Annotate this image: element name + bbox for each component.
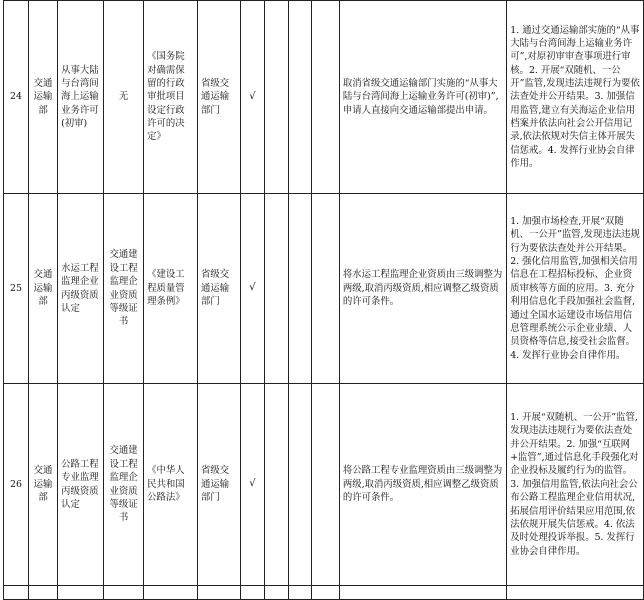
empty-cell — [265, 194, 289, 384]
checkmark-cell: √ — [240, 194, 264, 384]
empty-cell — [312, 194, 339, 384]
legal-basis-cell: 《建设工程质量管理条例》 — [144, 194, 198, 384]
approval-items-table — [3, 0, 644, 600]
empty-cell — [312, 384, 339, 586]
item-name-cell: 从事大陆与台湾间海上运输业务许可(初审) — [58, 1, 104, 194]
department-cell: 交通运输部 — [29, 384, 58, 586]
empty-cell — [312, 1, 339, 194]
implementing-body-cell: 省级交通运输部门 — [197, 384, 240, 586]
empty-cell — [288, 194, 312, 384]
checkmark-cell: √ — [240, 384, 264, 586]
legal-basis-cell: 《中华人民共和国公路法》 — [144, 384, 198, 586]
department-cell: 交通运输部 — [29, 194, 58, 384]
empty-cell — [144, 586, 198, 600]
table-row — [4, 1, 644, 194]
sub-item-cell: 交通建设工程监理企业资质等级证书 — [104, 194, 144, 384]
implementing-body-cell: 省级交通运输部门 — [197, 1, 240, 194]
empty-cell — [29, 586, 58, 600]
empty-cell — [104, 586, 144, 600]
table-row-partial — [4, 586, 644, 600]
empty-cell — [265, 1, 289, 194]
row-number-cell: 26 — [4, 384, 29, 586]
empty-cell — [265, 384, 289, 586]
empty-cell — [288, 586, 312, 600]
item-name-cell: 公路工程专业监理丙级资质认定 — [58, 384, 104, 586]
empty-cell — [58, 586, 104, 600]
sub-item-cell: 交通建设工程监理企业资质等级证书 — [104, 384, 144, 586]
table-row — [4, 194, 644, 384]
sub-item-cell: 无 — [104, 1, 144, 194]
reform-plan-cell: 将水运工程监理企业资质由三级调整为两级,取消丙级资质,相应调整乙级资质的许可条件。 — [339, 194, 506, 384]
empty-cell — [288, 1, 312, 194]
regulatory-measures-cell: 1. 加强市场检查,开展“双随机、一公开”监管,发现违法违规行为要依法查处并公开结果。2. 强化信用监管,加强相关信用信息在工程招标投标、企业资质审核等方面的应用。3. 充分利用信息化手段加强社会监督,通过全国水运建设市场信用信息管理系统公示企业业绩、人员资格等信息,接受社会监督。4. 发挥行业协会自律作用。 — [507, 194, 644, 384]
table-row — [4, 384, 644, 586]
reform-plan-cell: 取消省级交通运输部门实施的“从事大陆与台湾间海上运输业务许可(初审)”,申请人直接向交通运输部提出申请。 — [339, 1, 506, 194]
row-number-cell: 24 — [4, 1, 29, 194]
empty-cell — [507, 586, 644, 600]
empty-cell — [4, 586, 29, 600]
empty-cell — [265, 586, 289, 600]
empty-cell — [240, 586, 264, 600]
checkmark-cell: √ — [240, 1, 264, 194]
reform-plan-cell: 将公路工程专业监理资质由三级调整为两级,取消丙级资质,相应调整乙级资质的许可条件。 — [339, 384, 506, 586]
item-name-cell: 水运工程监理企业丙级资质认定 — [58, 194, 104, 384]
legal-basis-cell: 《国务院对确需保留的行政审批项目设定行政许可的决定》 — [144, 1, 198, 194]
empty-cell — [197, 586, 240, 600]
empty-cell — [339, 586, 506, 600]
department-cell: 交通运输部 — [29, 1, 58, 194]
implementing-body-cell: 省级交通运输部门 — [197, 194, 240, 384]
empty-cell — [288, 384, 312, 586]
row-number-cell: 25 — [4, 194, 29, 384]
empty-cell — [312, 586, 339, 600]
regulatory-measures-cell: 1. 通过交通运输部实施的“从事大陆与台湾间海上运输业务许可”,对原初审审查事项进行审核。2. 开展“双随机、一公开”监管,发现违法违规行为要依法查处并公开结果。3. 加强信用监管,建立有关海运企业信用档案并依法向社会公开信用记录,依法依规对失信主体开展失信惩戒。4. 发挥行业协会自律作用。 — [507, 1, 644, 194]
regulatory-measures-cell: 1. 开展“双随机、一公开”监管,发现违法违规行为要依法查处并公开结果。2. 加强“互联网+监管”,通过信息化手段强化对企业投标及履约行为的监管。3. 加强信用监管,依法向社会公布公路工程监理企业信用状况,拓展信用评价结果应用范围,依法依规开展失信惩戒。4. 依法及时处理投诉举报。5. 发挥行业协会自律作用。 — [507, 384, 644, 586]
